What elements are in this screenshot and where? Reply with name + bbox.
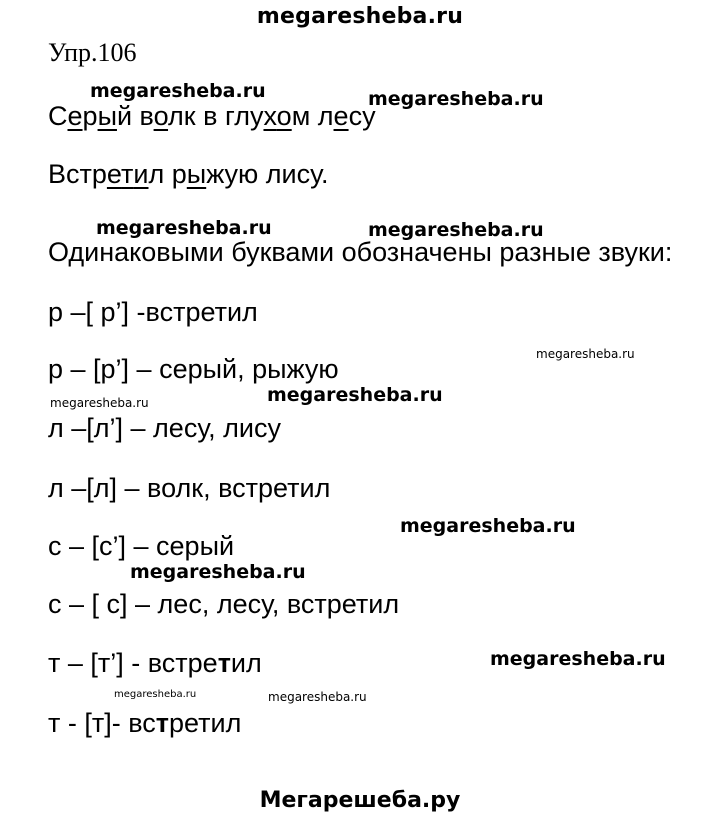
footer-site-title: Мегарешеба.ру [259, 788, 461, 813]
underlined-letter: ы [186, 159, 207, 189]
watermark: megaresheba.ru [96, 217, 272, 239]
text-segment: т – [т’] - встре [48, 648, 218, 678]
rule-line-7 [48, 648, 262, 679]
underlined-letter: ы [97, 101, 117, 131]
watermark: megaresheba.ru [368, 88, 544, 110]
underlined-letter: е [333, 101, 349, 131]
explanation-text: Одинаковыми буквами обозначены разные звуки: [48, 237, 673, 267]
rule-line-6: с – [ с] – лес, лесу, встретил [48, 589, 400, 619]
watermark: megaresheba.ru [90, 80, 266, 102]
text-segment: ретил [169, 708, 242, 738]
watermark: megaresheba.ru [536, 347, 635, 361]
text-segment: т - [т]- вс [48, 708, 156, 738]
rule-line-2: р – [р’] – серый, рыжую [48, 354, 339, 384]
text-segment: л р [148, 159, 187, 189]
bold-letter: т [155, 708, 169, 738]
text-segment: м л [291, 101, 334, 131]
watermark: megaresheba.ru [490, 648, 666, 670]
text-segment: Встр [48, 159, 107, 189]
underlined-letter: о [276, 101, 292, 131]
rule-line-8 [48, 708, 241, 739]
watermark: megaresheba.ru [114, 689, 197, 700]
watermark: megaresheba.ru [267, 384, 443, 406]
watermark: megaresheba.ru [50, 396, 149, 410]
rule-line-1: р –[ р’] -встретил [48, 297, 258, 327]
underlined-letter: е [106, 159, 122, 189]
header-site-title: megaresheba.ru [256, 4, 464, 29]
text-segment: й в [116, 101, 154, 131]
underlined-letter: е [67, 101, 83, 131]
text-segment: ил [230, 648, 262, 678]
underlined-letter: х [263, 101, 277, 131]
text-segment: р [82, 101, 98, 131]
text-segment: лк в глу [168, 101, 264, 131]
poem-line-1 [48, 101, 376, 132]
rule-line-5: с – [с’] – серый [48, 531, 235, 561]
text-segment: жую лису. [206, 159, 329, 189]
bold-letter: т [217, 648, 231, 678]
watermark: megaresheba.ru [368, 219, 544, 241]
text-segment: су [348, 101, 376, 131]
watermark: megaresheba.ru [400, 515, 576, 537]
watermark: megaresheba.ru [130, 561, 306, 583]
watermark: megaresheba.ru [268, 690, 367, 704]
exercise-title: Упр.106 [48, 38, 137, 67]
text-segment: С [48, 101, 68, 131]
underlined-letter: и [133, 159, 149, 189]
underlined-letter: т [121, 159, 134, 189]
underlined-letter: о [153, 101, 169, 131]
poem-line-2 [48, 159, 328, 190]
rule-line-4: л –[л] – волк, встретил [48, 473, 331, 503]
rule-line-3: л –[л’] – лесу, лису [48, 413, 281, 443]
